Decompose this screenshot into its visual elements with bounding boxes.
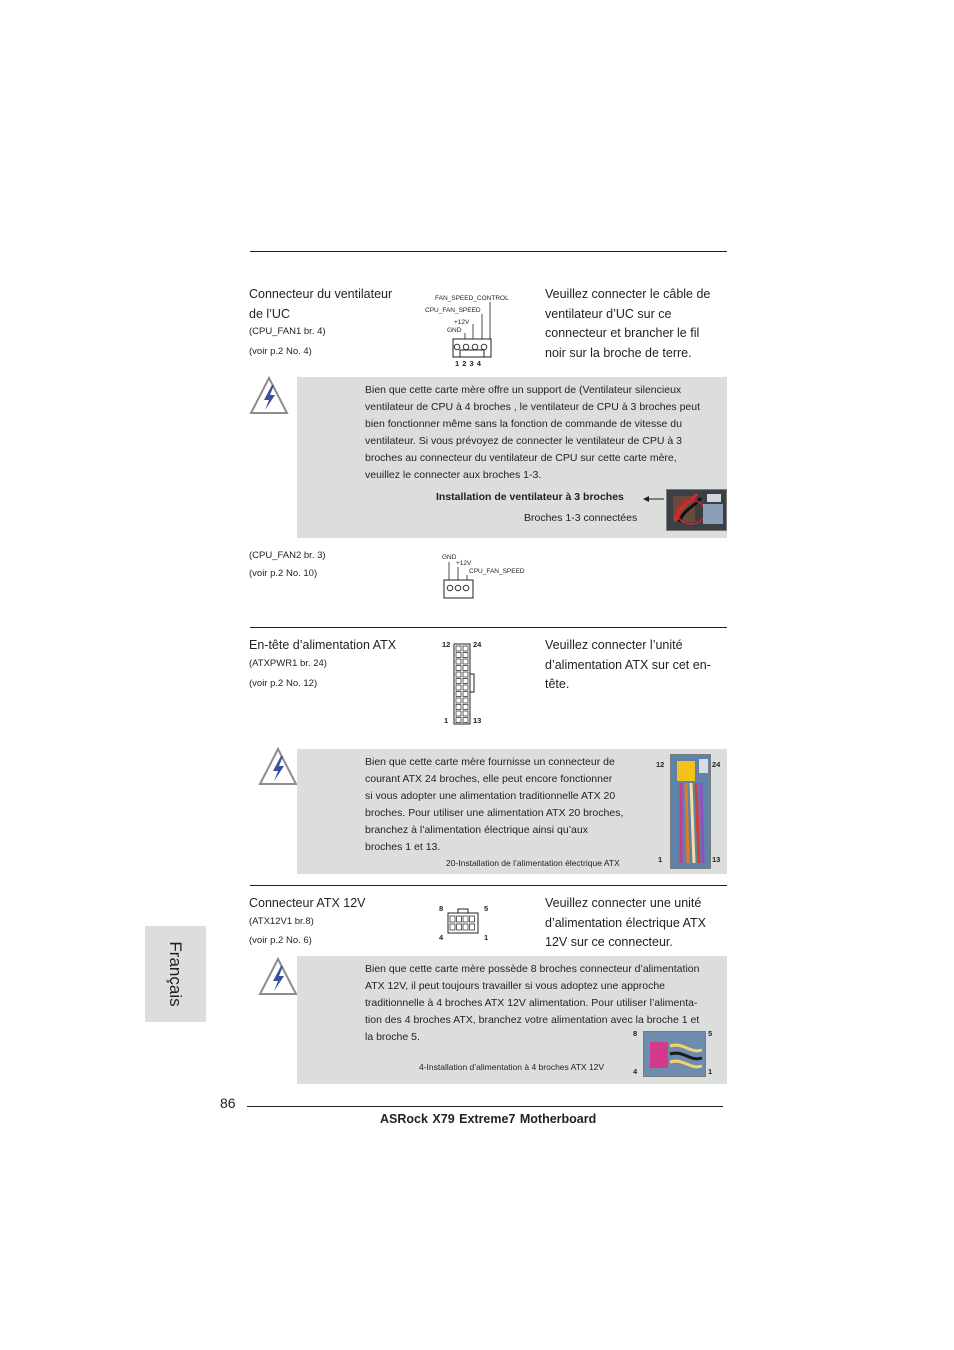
- atx12v-photo-label-1: 1: [708, 1067, 713, 1076]
- fan2-see: (voir p.2 No. 10): [249, 568, 318, 579]
- atx12v-photo-label-5: 5: [708, 1029, 713, 1038]
- fan2-label-gnd: GND: [442, 554, 457, 561]
- fan-note-box: [297, 377, 727, 538]
- note-line: veuillez le connecter aux broches 1-3.: [365, 469, 542, 481]
- atx-desc-line: tête.: [545, 677, 570, 691]
- atx-photo-label-13: 13: [712, 855, 721, 864]
- fan1-title-line2: de l’UC: [249, 306, 290, 321]
- warning-icon: [249, 376, 289, 416]
- atx12v-see: (voir p.2 No. 6): [249, 935, 312, 946]
- atx12v-title: Connecteur ATX 12V: [249, 896, 366, 910]
- atx12v-photo-illustration: [644, 1032, 705, 1076]
- fan1-desc-line: Veuillez connecter le câble de: [545, 287, 711, 301]
- atx-label-24: 24: [473, 640, 482, 649]
- atx-photo-label-1: 1: [658, 855, 663, 864]
- atx12v-desc-line: d’alimentation électrique ATX: [545, 915, 706, 930]
- atx12v-note-box: [297, 956, 727, 1084]
- atx12v-connector-drawing: [436, 900, 496, 944]
- atx12v-desc-line: 12V sur ce connecteur.: [545, 935, 673, 949]
- fan1-see: (voir p.2 No. 4): [249, 346, 312, 357]
- atx-connector-photo: [670, 754, 711, 869]
- note-line: broches. Pour utiliser une alimentation ATX 20 broches,: [365, 807, 624, 819]
- fan1-label-gnd: GND: [447, 327, 462, 334]
- fan1-label-fan-speed-control: FAN_SPEED_CONTROL: [435, 295, 509, 302]
- atx12v-connector-photo: [643, 1031, 706, 1077]
- fan1-title-line1: Connecteur du ventilateur: [249, 287, 393, 301]
- note-line: tion des 4 broches ATX, branchez votre alimentation avec la broche 1 et: [365, 1014, 700, 1026]
- fan1-label-12v: +12V: [454, 319, 470, 326]
- note-line: broches 1 et 13.: [365, 841, 441, 853]
- fan-connector-photo: [666, 489, 727, 531]
- atx-label-1: 1: [444, 716, 449, 725]
- atx-note-caption: 20-Installation de l’alimentation électrique ATX: [446, 858, 620, 868]
- atx-label-12: 12: [442, 640, 451, 649]
- atx-pin-diagram: [440, 638, 490, 728]
- note-line: courant ATX 24 broches, elle peut encore fonctionner: [365, 773, 613, 785]
- top-rule: [250, 251, 727, 252]
- atx12v-label-5: 5: [484, 904, 489, 913]
- atx-photo-label-24: 24: [712, 760, 721, 769]
- fan1-desc-line: connecteur et brancher le fil: [545, 326, 700, 340]
- fan-install-title: Installation de ventilateur à 3 broches: [436, 491, 624, 503]
- note-line: ATX 12V, il peut toujours travailler si vous adoptez une approche: [365, 980, 666, 992]
- fan2-pin-diagram: [438, 552, 538, 604]
- section-divider: [250, 885, 727, 886]
- fan1-connector-drawing: [420, 290, 530, 370]
- fan2-connector-drawing: [438, 552, 538, 604]
- note-line: ventilateur de CPU à 4 broches , le ventilateur de CPU à 3 broches peut: [365, 401, 701, 413]
- note-line: Bien que cette carte mère fournisse un connecteur de: [365, 756, 615, 768]
- atx-title: En-tête d’alimentation ATX: [249, 638, 397, 652]
- fan1-pin-diagram: [420, 290, 530, 370]
- fan2-label-cpu-fan-speed: CPU_FAN_SPEED: [469, 568, 525, 575]
- warning-icon: [258, 957, 298, 997]
- footer-rule: [247, 1106, 723, 1107]
- atx12v-ref: (ATX12V1 br.8): [249, 916, 314, 927]
- fan2-ref: (CPU_FAN2 br. 3): [249, 550, 326, 561]
- atx-photo-label-12: 12: [656, 760, 665, 769]
- warning-icon: [258, 747, 298, 787]
- atx12v-photo-label-4: 4: [633, 1067, 638, 1076]
- fan1-ref: (CPU_FAN1 br. 4): [249, 326, 326, 337]
- atx12v-photo-label-8: 8: [633, 1029, 638, 1038]
- atx-note-box: [297, 749, 727, 874]
- atx-description: [545, 636, 711, 695]
- fan-photo-illustration: [667, 490, 726, 530]
- atx12v-pin-diagram: [436, 900, 496, 944]
- atx-desc-line: Veuillez connecter l’unité: [545, 638, 683, 652]
- atx12v-desc-line: Veuillez connecter une unité: [545, 896, 702, 910]
- note-line: la broche 5.: [365, 1031, 420, 1043]
- fan2-label-12v: +12V: [456, 560, 472, 567]
- atx12v-label-4: 4: [439, 933, 444, 942]
- note-line: branchez à l’alimentation électrique ainsi qu’aux: [365, 824, 588, 836]
- atx-connector-drawing: [440, 638, 490, 728]
- note-line: ventilateur. Si vous prévoyez de connecter le ventilateur de CPU à 3: [365, 435, 682, 447]
- atx-see: (voir p.2 No. 12): [249, 678, 318, 689]
- section-divider: [250, 627, 727, 628]
- atx-desc-line: d’alimentation ATX sur cet en-: [545, 657, 711, 672]
- atx-note-text: [365, 754, 623, 856]
- fan1-title: [249, 285, 392, 324]
- note-line: Bien que cette carte mère possède 8 broches connecteur d’alimentation: [365, 963, 700, 975]
- fan-install-subtitle: Broches 1-3 connectées: [524, 512, 638, 524]
- atx12v-label-1: 1: [484, 933, 489, 942]
- atx12v-note-caption: 4-Installation d’alimentation à 4 broches ATX 12V: [419, 1062, 605, 1072]
- fan1-desc-line: ventilateur d’UC sur ce: [545, 306, 672, 321]
- language-tab: [145, 926, 206, 1022]
- fan1-description: [545, 285, 710, 363]
- language-label: Français: [166, 941, 186, 1007]
- fan1-desc-line: noir sur la broche de terre.: [545, 345, 692, 360]
- atx-photo-illustration: [671, 755, 710, 868]
- fan1-label-cpu-fan-speed: CPU_FAN_SPEED: [425, 307, 481, 314]
- fan-note-text: [365, 382, 700, 484]
- note-line: Bien que cette carte mère offre un support de (Ventilateur silencieux: [365, 384, 682, 396]
- note-line: broches au connecteur du ventilateur de CPU sur cette carte mère,: [365, 452, 677, 464]
- page-number: 86: [220, 1095, 236, 1111]
- note-line: si vous adopter une alimentation traditionnelle ATX 20: [365, 790, 616, 802]
- atx-ref: (ATXPWR1 br. 24): [249, 658, 327, 669]
- atx12v-description: [545, 894, 706, 953]
- footer-product-name: ASRock X79 Extreme7 Motherboard: [380, 1112, 597, 1126]
- note-line: traditionnelle à 4 broches ATX 12V alimentation. Pour utiliser l’alimenta-: [365, 997, 698, 1009]
- arrow-left-icon: [643, 494, 665, 504]
- atx12v-label-8: 8: [439, 904, 444, 913]
- atx-label-13: 13: [473, 716, 482, 725]
- fan1-pin-numbers: 1 2 3 4: [455, 359, 481, 368]
- note-line: bien fonctionner même sans la fonction de commande de vitesse du: [365, 418, 682, 430]
